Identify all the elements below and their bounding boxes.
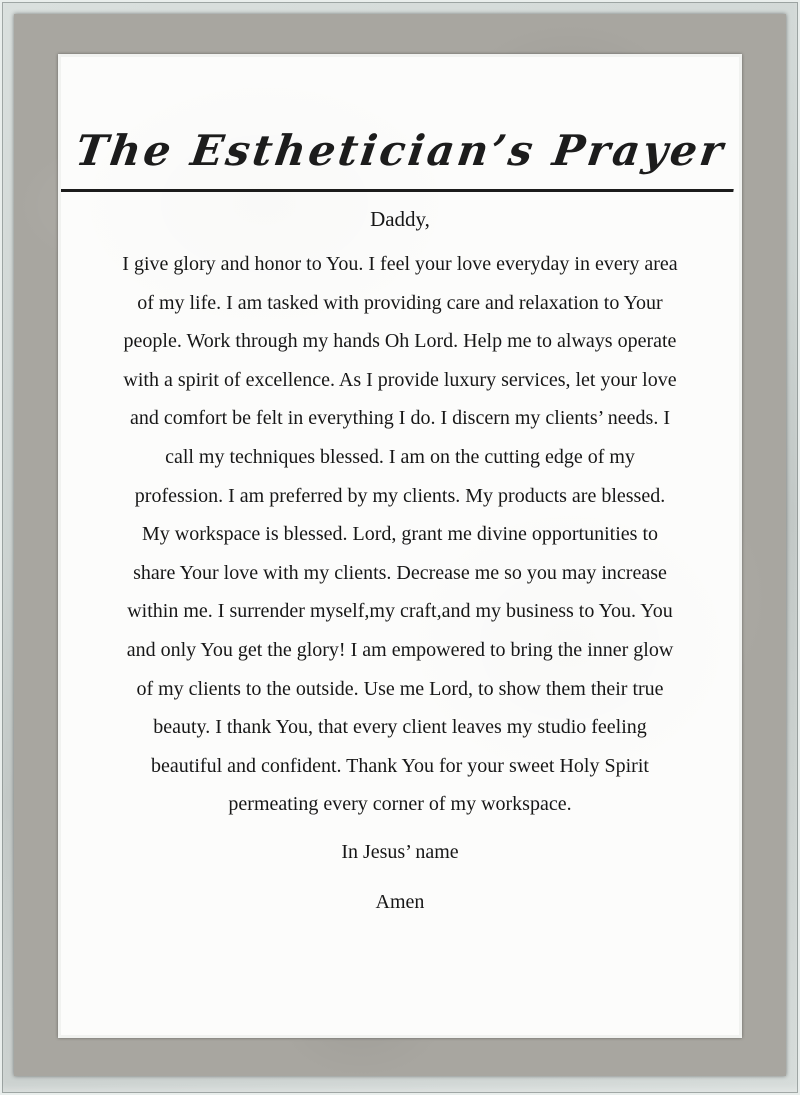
salutation: Daddy, bbox=[370, 207, 430, 231]
body-line: call my techniques blessed. I am on the cutting edge of my bbox=[165, 445, 635, 468]
body-line: My workspace is blessed. Lord, grant me divine opportunities to bbox=[141, 523, 658, 546]
body-line: people. Work through my hands Oh Lord. Help me to always operate bbox=[123, 330, 677, 353]
print-paper bbox=[61, 57, 739, 1035]
body-line: within me. I surrender myself,my craft,and my business to You. You bbox=[127, 600, 673, 623]
body-line: with a spirit of excellence. As I provide luxury services, let your love bbox=[123, 368, 677, 391]
body-line: permeating every corner of my workspace. bbox=[228, 793, 572, 816]
body-line: beautiful and confident. Thank You for your sweet Holy Spirit bbox=[151, 754, 649, 777]
body-line: I give glory and honor to You. I feel your love everyday in every area bbox=[122, 253, 678, 275]
body-line: beauty. I thank You, that every client leaves my studio feeling bbox=[153, 716, 647, 739]
body-line: share Your love with my clients. Decrease me so you may increase bbox=[133, 561, 667, 584]
frame-lip bbox=[58, 54, 742, 1038]
body-line: of my clients to the outside. Use me Lord, to show them their true bbox=[136, 677, 664, 700]
body-line: and only You get the glory! I am empowered to bring the inner glow bbox=[126, 638, 674, 661]
closing-in-jesus-name: In Jesus’ name bbox=[341, 840, 459, 863]
prayer-body bbox=[61, 245, 739, 824]
prayer-title: The Esthetician’s Prayer bbox=[61, 125, 739, 192]
body-line: profession. I am preferred by my clients. My products are blessed. bbox=[134, 484, 666, 507]
closing-amen: Amen bbox=[375, 890, 425, 913]
body-line: and comfort be felt in everything I do. I discern my clients’ needs. I bbox=[129, 407, 670, 430]
mat-board bbox=[14, 14, 786, 1076]
body-line: of my life. I am tasked with providing care and relaxation to Your bbox=[137, 291, 663, 314]
